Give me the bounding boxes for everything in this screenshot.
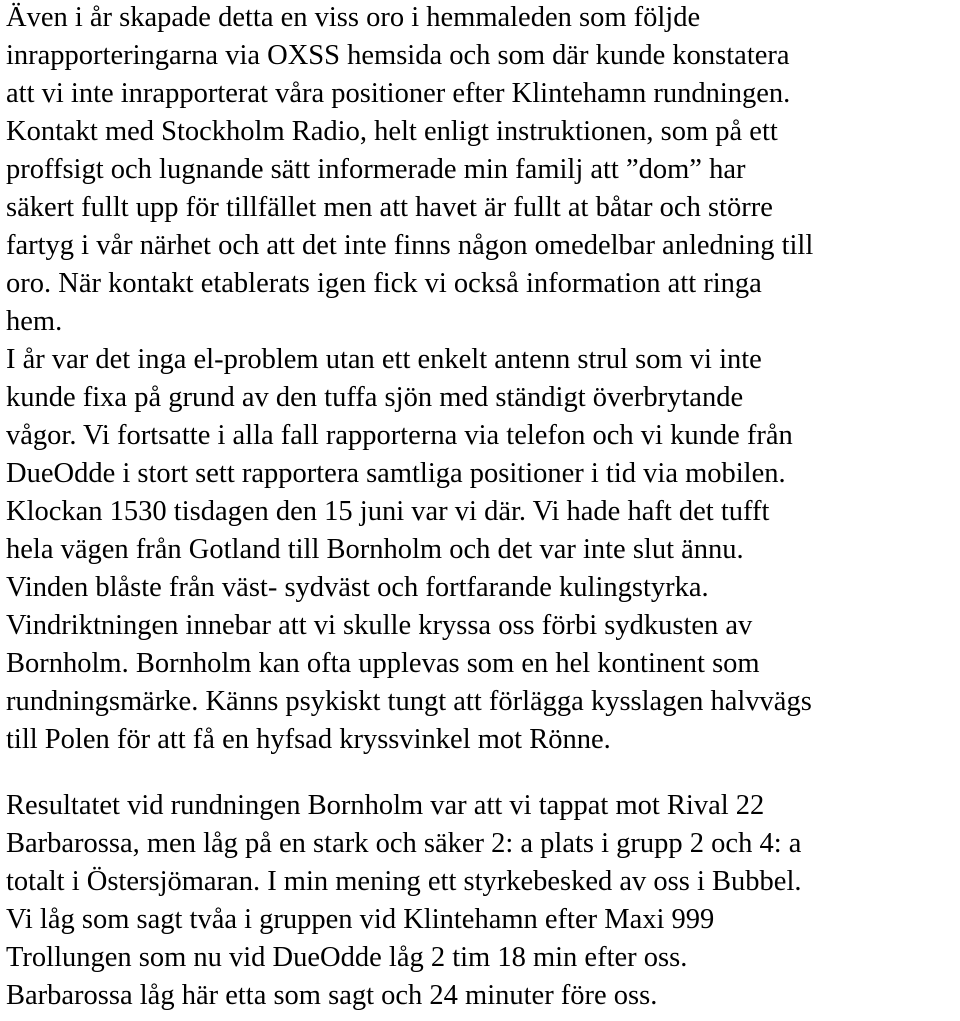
text-line: säkert fullt upp för tillfället men att havet är fullt at båtar och större xyxy=(6,192,773,223)
text-line: Även i år skapade detta en viss oro i hemmaleden som följde xyxy=(6,2,701,33)
text-line: Vinden blåste från väst- sydväst och fortfarande kulingstyrka. xyxy=(6,572,709,603)
text-line: fartyg i vår närhet och att det inte finns någon omedelbar anledning till xyxy=(6,230,814,261)
text-line: vågor. Vi fortsatte i alla fall rapporterna via telefon och vi kunde från xyxy=(6,420,793,451)
text-line: I år var det inga el-problem utan ett enkelt antenn strul som vi inte xyxy=(6,344,762,375)
text-line: inrapporteringarna via OXSS hemsida och som där kunde konstatera xyxy=(6,40,790,71)
text-line: hem. xyxy=(6,306,63,337)
text-line: proffsigt och lugnande sätt informerade min familj att ”dom” har xyxy=(6,154,746,185)
text-line: Trollungen som nu vid DueOdde låg 2 tim 18 min efter oss. xyxy=(6,942,688,973)
text-line: Vi låg som sagt tvåa i gruppen vid Klintehamn efter Maxi 999 xyxy=(6,904,715,935)
text-line: DueOdde i stort sett rapportera samtliga positioner i tid via mobilen. xyxy=(6,458,786,489)
text-line: totalt i Östersjömaran. I min mening ett styrkebesked av oss i Bubbel. xyxy=(6,866,802,897)
text-line: att vi inte inrapporterat våra positioner efter Klintehamn rundningen. xyxy=(6,78,791,109)
text-line: Barbarossa, men låg på en stark och säker 2: a plats i grupp 2 och 4: a xyxy=(6,828,802,859)
text-line: Kontakt med Stockholm Radio, helt enligt instruktionen, som på ett xyxy=(6,116,778,147)
text-line: oro. När kontakt etablerats igen fick vi också information att ringa xyxy=(6,268,762,299)
text-line: Vindriktningen innebar att vi skulle kryssa oss förbi sydkusten av xyxy=(6,610,753,641)
text-line: Barbarossa låg här etta som sagt och 24 minuter före oss. xyxy=(6,980,658,1011)
text-line: till Polen för att få en hyfsad kryssvinkel mot Rönne. xyxy=(6,724,611,755)
text-line: rundningsmärke. Känns psykiskt tungt att förlägga kysslagen halvvägs xyxy=(6,686,812,717)
text-line: Klockan 1530 tisdagen den 15 juni var vi där. Vi hade haft det tufft xyxy=(6,496,770,527)
text-line: kunde fixa på grund av den tuffa sjön med ständigt överbrytande xyxy=(6,382,744,413)
text-line: Bornholm. Bornholm kan ofta upplevas som en hel kontinent som xyxy=(6,648,760,679)
text-line: Resultatet vid rundningen Bornholm var att vi tappat mot Rival 22 xyxy=(6,790,765,821)
text-line: hela vägen från Gotland till Bornholm och det var inte slut ännu. xyxy=(6,534,744,565)
